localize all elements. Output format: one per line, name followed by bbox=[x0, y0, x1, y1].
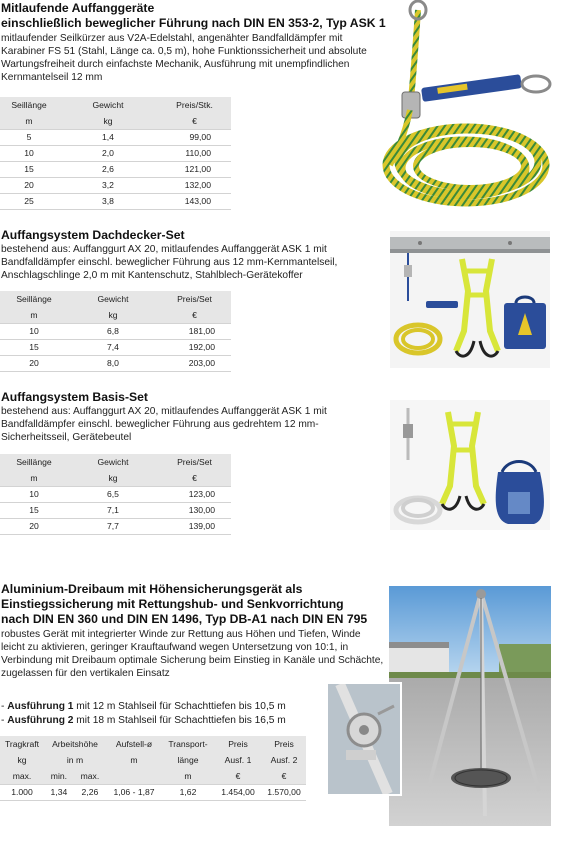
table-row bbox=[0, 145, 231, 161]
table-header-row bbox=[0, 736, 306, 752]
winch-illustration bbox=[328, 684, 400, 794]
table-row bbox=[0, 355, 231, 371]
variant-2-line bbox=[1, 714, 286, 727]
col-header-gewicht: Gewicht bbox=[68, 454, 158, 470]
section-dachdecker-set bbox=[0, 228, 561, 368]
cell-gewicht: 6,8 bbox=[68, 323, 158, 339]
sub-aufstell bbox=[106, 768, 162, 784]
table-unit-row bbox=[0, 470, 231, 486]
cell-preis: 143,00 bbox=[158, 193, 231, 209]
table-row bbox=[0, 784, 306, 800]
col-header-preis: Preis/Set bbox=[158, 454, 231, 470]
cell-preis: 181,00 bbox=[158, 323, 231, 339]
variant-2-text: mit 18 m Stahlseil für Schachttiefen bis 16,5 m bbox=[73, 715, 286, 726]
col-header-preis: Preis/Stk. bbox=[158, 97, 231, 113]
cell-gewicht: 1,4 bbox=[58, 129, 158, 145]
unit-preis-2: Ausf. 2 bbox=[262, 752, 306, 768]
table-header-row-2 bbox=[0, 752, 306, 768]
unit-m: m bbox=[0, 470, 68, 486]
col-header-transport: Transport- bbox=[162, 736, 214, 752]
col-header-preis-1: Preis bbox=[214, 736, 262, 752]
section-dreibaum-title-line1: Aluminium-Dreibaum mit Höhensicherungsgerät als bbox=[1, 582, 303, 596]
cell-seillaenge: 5 bbox=[0, 129, 58, 145]
cell-seillaenge: 10 bbox=[0, 323, 68, 339]
unit-kg: kg bbox=[68, 470, 158, 486]
unit-arbeitshoehe: in m bbox=[44, 752, 106, 768]
section-dreibaum-title-line2: Einstiegssicherung mit Rettungshub- und Senkvorrichtung bbox=[1, 597, 344, 611]
unit-eur: € bbox=[158, 113, 231, 129]
cell-preis: 99,00 bbox=[158, 129, 231, 145]
cell-max: 2,26 bbox=[74, 784, 106, 800]
cell-preis-2: 1.570,00 bbox=[262, 784, 306, 800]
cell-gewicht: 2,0 bbox=[58, 145, 158, 161]
cell-aufstell: 1,06 - 1,87 bbox=[106, 784, 162, 800]
basis-kit-illustration bbox=[390, 400, 550, 530]
cell-preis: 139,00 bbox=[158, 518, 231, 534]
cell-preis: 123,00 bbox=[158, 486, 231, 502]
tripod-street-illustration bbox=[389, 586, 551, 826]
table-row bbox=[0, 161, 231, 177]
col-header-seillaenge: Seillänge bbox=[0, 291, 68, 307]
unit-transport: länge bbox=[162, 752, 214, 768]
col-header-seillaenge: Seillänge bbox=[0, 97, 58, 113]
col-header-seillaenge: Seillänge bbox=[0, 454, 68, 470]
table-unit-row bbox=[0, 307, 231, 323]
table-row bbox=[0, 177, 231, 193]
table-row bbox=[0, 193, 231, 209]
cell-transport: 1,62 bbox=[162, 784, 214, 800]
sub-tragkraft: max. bbox=[0, 768, 44, 784]
section-dachdecker-description: bestehend aus: Auffanggurt AX 20, mitlaufendes Auffanggerät ASK 1 mit Bandfalldämpfer einschl. beweglicher Führung aus 12 mm-Kernmantelseil, Anschlagschlinge 2,0 m mit Kantenschutz, Stahlblech-Gerätekoffer bbox=[1, 244, 338, 281]
section-dreibaum-title-line3: nach DIN EN 360 und DIN EN 1496, Typ DB-A1 nach DIN EN 795 bbox=[1, 612, 368, 626]
cell-gewicht: 3,8 bbox=[58, 193, 158, 209]
table-row bbox=[0, 486, 231, 502]
table-header-row bbox=[0, 97, 231, 113]
cell-gewicht: 2,6 bbox=[58, 161, 158, 177]
variant-2-label: Ausführung 2 bbox=[7, 715, 74, 726]
col-header-gewicht: Gewicht bbox=[68, 291, 158, 307]
cell-seillaenge: 20 bbox=[0, 355, 68, 371]
section-basis-title: Auffangsystem Basis-Set bbox=[1, 390, 148, 404]
unit-kg: kg bbox=[58, 113, 158, 129]
ask1-product-image bbox=[378, 0, 561, 215]
dreibaum-product-photo bbox=[389, 586, 551, 826]
cell-gewicht: 7,1 bbox=[68, 502, 158, 518]
table-row bbox=[0, 518, 231, 534]
section-dreibaum-description: robustes Gerät mit integrierter Winde zur Rettung aus Höhen und Tiefen, Winde leicht zu aktivieren, geringer Krauftaufwand wegen Untersetzung von 10:1, in Verbindung mit Dreibaum optimale Sicherung beim Einstieg in Kanäle und Schächte, zugelassen für den vertikalen Einsatz bbox=[1, 629, 384, 679]
rope-coil-illustration bbox=[378, 0, 561, 215]
cell-preis: 130,00 bbox=[158, 502, 231, 518]
cell-seillaenge: 15 bbox=[0, 502, 68, 518]
cell-seillaenge: 10 bbox=[0, 486, 68, 502]
dachdecker-product-image bbox=[390, 231, 550, 368]
harness-kit-illustration bbox=[390, 231, 550, 368]
variant-1-prefix: - bbox=[1, 701, 8, 712]
variant-1-text: mit 12 m Stahlseil für Schachttiefen bis 10,5 m bbox=[73, 701, 286, 712]
cell-seillaenge: 25 bbox=[0, 193, 58, 209]
dachdecker-price-table bbox=[0, 291, 231, 372]
table-header-row bbox=[0, 454, 231, 470]
cell-gewicht: 7,4 bbox=[68, 339, 158, 355]
cell-preis: 132,00 bbox=[158, 177, 231, 193]
cell-seillaenge: 15 bbox=[0, 161, 58, 177]
cell-tragkraft: 1.000 bbox=[0, 784, 44, 800]
ask1-price-table bbox=[0, 97, 231, 210]
section-ask1 bbox=[0, 0, 561, 215]
section-ask1-title-line1: Mitlaufende Auffanggeräte bbox=[1, 1, 155, 15]
sub-preis-1: € bbox=[214, 768, 262, 784]
table-row bbox=[0, 339, 231, 355]
section-dreibaum bbox=[0, 582, 561, 847]
basis-product-image bbox=[390, 400, 550, 530]
cell-gewicht: 6,5 bbox=[68, 486, 158, 502]
cell-gewicht: 7,7 bbox=[68, 518, 158, 534]
sub-max: max. bbox=[74, 768, 106, 784]
table-header-row bbox=[0, 291, 231, 307]
cell-preis-1: 1.454,00 bbox=[214, 784, 262, 800]
section-ask1-title-line2: einschließlich beweglicher Führung nach DIN EN 353-2, Typ ASK 1 bbox=[1, 16, 386, 30]
cell-preis: 121,00 bbox=[158, 161, 231, 177]
table-row bbox=[0, 502, 231, 518]
section-ask1-description: mitlaufender Seilkürzer aus V2A-Edelstahl, angenähter Bandfalldämpfer mit Karabiner FS 51 (Stahl, Länge ca. 0,5 m), hohe Funktionssicherheit und absolute Wartungsfreiheit durch einfachste Mechanik, Ausführung mit unempfindlichen Kernmantelseil 12 mm bbox=[1, 33, 367, 83]
table-header-row-3 bbox=[0, 768, 306, 784]
dreibaum-spec-table bbox=[0, 736, 306, 801]
section-basis-set bbox=[0, 390, 561, 535]
cell-seillaenge: 10 bbox=[0, 145, 58, 161]
col-header-tragkraft: Tragkraft bbox=[0, 736, 44, 752]
unit-m: m bbox=[0, 113, 58, 129]
col-header-preis: Preis/Set bbox=[158, 291, 231, 307]
col-header-gewicht: Gewicht bbox=[58, 97, 158, 113]
variant-2-prefix: - bbox=[1, 715, 8, 726]
sub-min: min. bbox=[44, 768, 74, 784]
variant-1-line bbox=[1, 700, 286, 713]
cell-preis: 110,00 bbox=[158, 145, 231, 161]
table-row bbox=[0, 323, 231, 339]
section-basis-description: bestehend aus: Auffanggurt AX 20, mitlaufendes Auffanggerät ASK 1 mit Bandfalldämpfer einschl. beweglicher Führung aus gedrehtem 12 mm-Sicherheitsseil, Gerätebeutel bbox=[1, 406, 327, 443]
col-header-preis-2: Preis bbox=[262, 736, 306, 752]
table-row bbox=[0, 129, 231, 145]
cell-min: 1,34 bbox=[44, 784, 74, 800]
sub-transport: m bbox=[162, 768, 214, 784]
unit-aufstell: m bbox=[106, 752, 162, 768]
cell-gewicht: 3,2 bbox=[58, 177, 158, 193]
unit-kg: kg bbox=[68, 307, 158, 323]
cell-seillaenge: 20 bbox=[0, 518, 68, 534]
cell-seillaenge: 15 bbox=[0, 339, 68, 355]
unit-eur: € bbox=[158, 470, 231, 486]
cell-preis: 192,00 bbox=[158, 339, 231, 355]
cell-preis: 203,00 bbox=[158, 355, 231, 371]
cell-seillaenge: 20 bbox=[0, 177, 58, 193]
cell-gewicht: 8,0 bbox=[68, 355, 158, 371]
col-header-aufstell: Aufstell-ø bbox=[106, 736, 162, 752]
unit-eur: € bbox=[158, 307, 231, 323]
unit-tragkraft: kg bbox=[0, 752, 44, 768]
section-dachdecker-title: Auffangsystem Dachdecker-Set bbox=[1, 228, 185, 242]
sub-preis-2: € bbox=[262, 768, 306, 784]
basis-price-table bbox=[0, 454, 231, 535]
col-header-arbeitshoehe: Arbeitshöhe bbox=[44, 736, 106, 752]
unit-m: m bbox=[0, 307, 68, 323]
winch-inset-photo bbox=[326, 682, 402, 796]
variant-1-label: Ausführung 1 bbox=[7, 701, 74, 712]
table-unit-row bbox=[0, 113, 231, 129]
unit-preis-1: Ausf. 1 bbox=[214, 752, 262, 768]
